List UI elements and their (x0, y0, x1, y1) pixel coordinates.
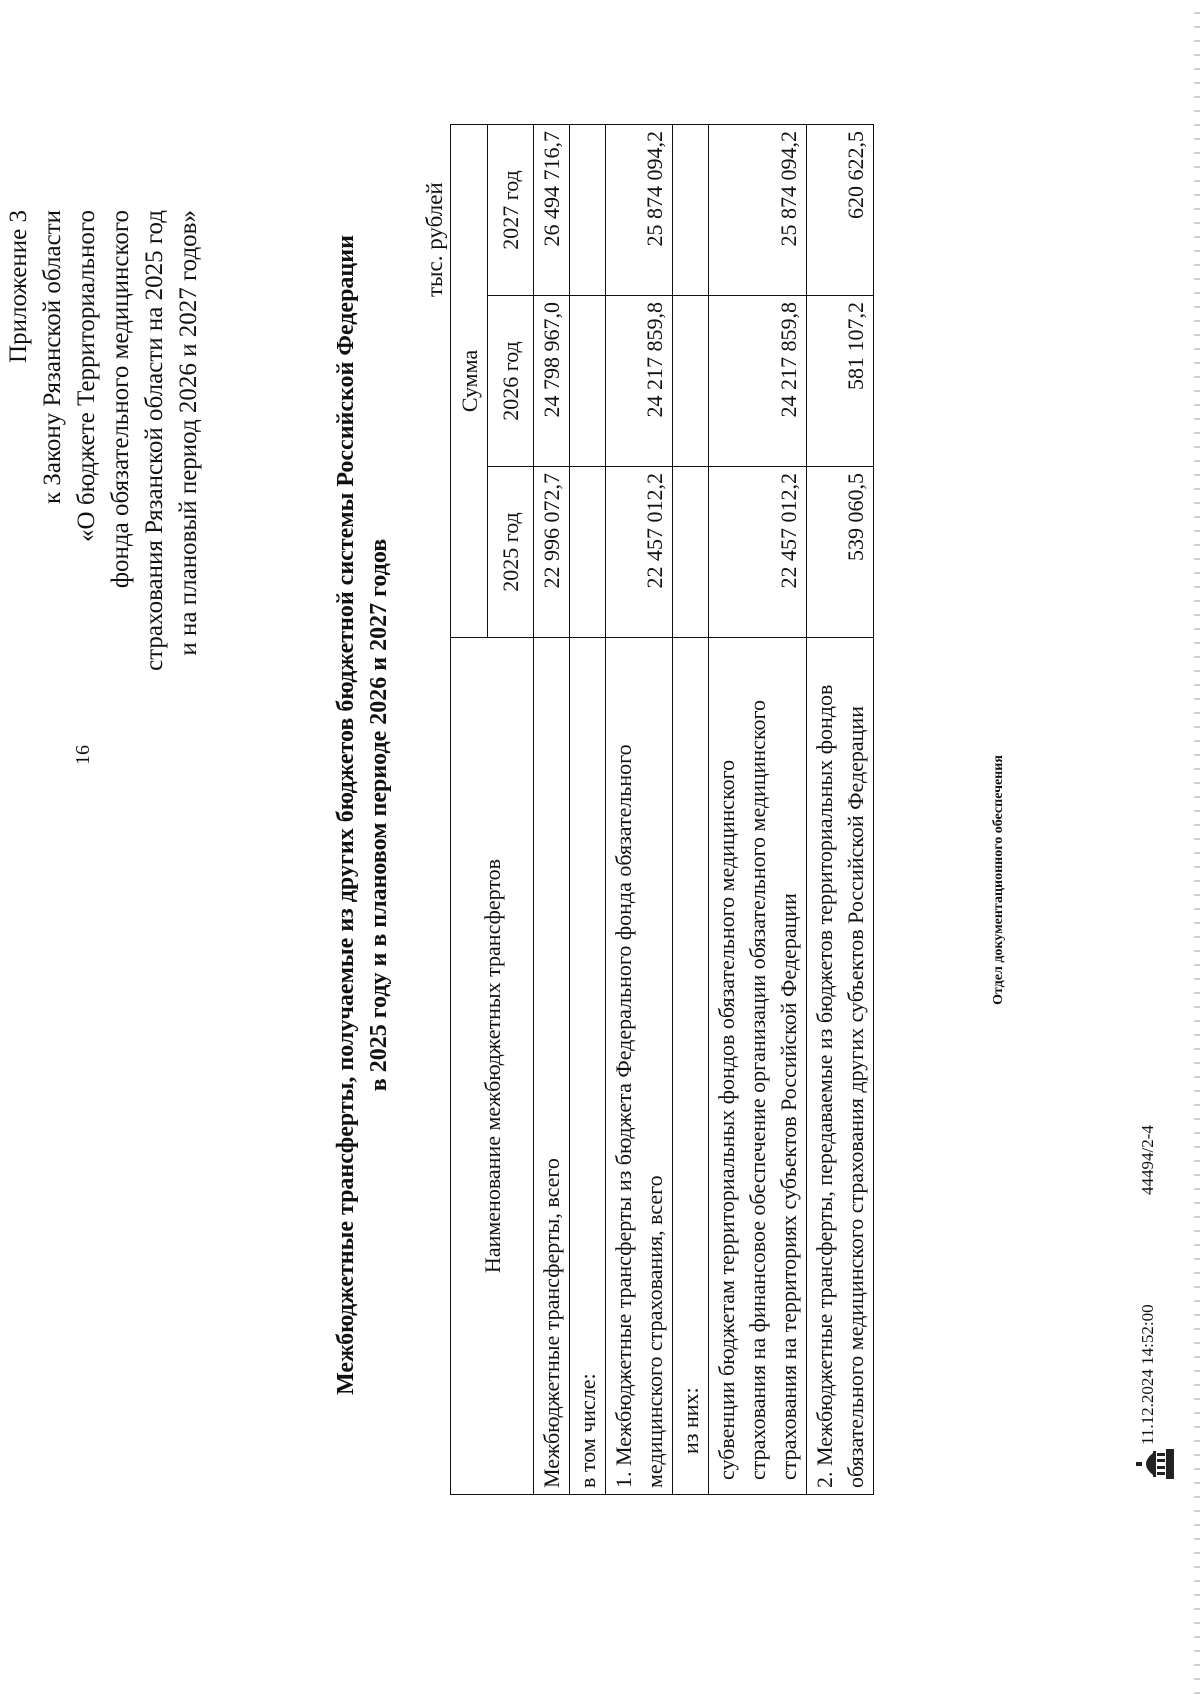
value-2026: 581 107,2 (807, 296, 874, 467)
appendix-line: Приложение 3 (5, 210, 32, 363)
column-header-name: Наименование межбюджетных трансфертов (451, 638, 534, 1495)
table-row (534, 125, 570, 1495)
value-2027 (673, 125, 709, 296)
value-2025: 22 996 072,7 (534, 467, 570, 638)
value-2025: 22 457 012,2 (709, 467, 807, 638)
value-2027: 25 874 094,2 (709, 125, 807, 296)
document-title (330, 175, 396, 1455)
value-2026: 24 798 967,0 (534, 296, 570, 467)
row-name: субвенции бюджетам территориальных фондов обязательного медицинского страхования на финансовое обеспечение организации обязательного медицинского страхования на территориях субъектов Российской Федерации (709, 638, 807, 1495)
value-2025 (570, 467, 606, 638)
value-2025: 539 060,5 (807, 467, 874, 638)
value-2026: 24 217 859,8 (606, 296, 673, 467)
value-2027: 26 494 716,7 (534, 125, 570, 296)
value-2025: 22 457 012,2 (606, 467, 673, 638)
appendix-line: фонда обязательного медицинского (107, 210, 134, 589)
scan-edge-artifact (1194, 0, 1200, 1695)
duma-logo-icon (1135, 1443, 1177, 1485)
row-name: из них: (673, 638, 709, 1495)
appendix-line: «О бюджете Территориального (73, 210, 100, 542)
column-header-2026: 2026 год (488, 296, 534, 467)
value-2025 (673, 467, 709, 638)
transfers-table (450, 124, 874, 1495)
appendix-line: страхования Рязанской области на 2025 год (141, 210, 168, 671)
department-stamp: Отдел документационного обеспечения (991, 755, 1006, 1005)
row-name: в том числе: (570, 638, 606, 1495)
column-header-2027: 2027 год (488, 125, 534, 296)
value-2027: 620 622,5 (807, 125, 874, 296)
units-label: тыс. рублей (422, 182, 447, 297)
table-row (807, 125, 874, 1495)
footer-code: 44494/2-4 (1138, 1125, 1157, 1195)
value-2027: 25 874 094,2 (606, 125, 673, 296)
title-line-2: в 2025 году и в плановом периоде 2026 и 2027 годов (366, 538, 392, 1092)
row-name: Межбюджетные трансферты, всего (534, 638, 570, 1495)
appendix-header (2, 210, 206, 970)
column-header-sum: Сумма (451, 125, 488, 638)
value-2026 (673, 296, 709, 467)
appendix-line: к Закону Рязанской области (39, 210, 66, 504)
row-name: 1. Межбюджетные трансферты из бюджета Федерального фонда обязательного медицинского страхования, всего (606, 638, 673, 1495)
table-row (709, 125, 807, 1495)
row-name: 2. Межбюджетные трансферты, передаваемые из бюджетов территориальных фондов обязательного медицинского страхования других субъектов Российской Федерации (807, 638, 874, 1495)
footer-date: 11.12.2024 14:52:00 (1138, 1304, 1157, 1445)
table-row (570, 125, 606, 1495)
column-header-2025: 2025 год (488, 467, 534, 638)
table-row (673, 125, 709, 1495)
value-2027 (570, 125, 606, 296)
table-header-row (451, 125, 488, 1495)
value-2026: 24 217 859,8 (709, 296, 807, 467)
appendix-line: и на плановый период 2026 и 2027 годов» (175, 210, 202, 656)
value-2026 (570, 296, 606, 467)
page-number: 16 (72, 745, 94, 765)
title-line-1: Межбюджетные трансферты, получаемые из других бюджетов бюджетной системы Российской Федерации (333, 235, 359, 1395)
table-row (606, 125, 673, 1495)
